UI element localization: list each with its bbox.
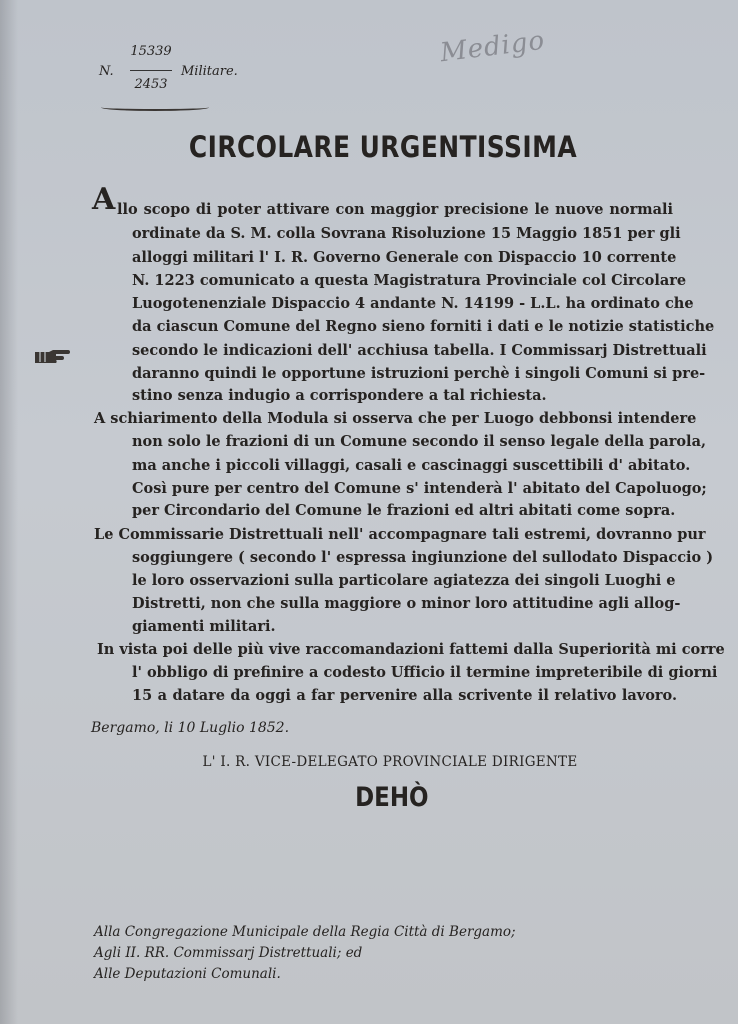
protocol-underline bbox=[101, 104, 209, 111]
body-line: per Circondario del Comune le frazioni ed altri abitati come sopra. bbox=[132, 502, 676, 519]
page-edge-shadow bbox=[0, 0, 18, 1024]
protocol-number-top: 15339 bbox=[130, 44, 172, 59]
body-line: In vista poi delle più vive raccomandazioni fattemi dalla Superiorità mi corre bbox=[97, 641, 725, 658]
body-line: secondo le indicazioni dell' acchiusa tabella. I Commissarj Distrettuali bbox=[132, 342, 707, 359]
body-line: da ciascun Comune del Regno sieno forniti i dati e le notizie statistiche bbox=[132, 318, 715, 335]
body-line: le loro osservazioni sulla particolare agiatezza dei singoli Luoghi e bbox=[132, 572, 676, 589]
body-line: soggiungere ( secondo l' espressa ingiunzione del sullodato Dispaccio ) bbox=[132, 549, 714, 566]
body-line: l' obbligo di prefinire a codesto Ufficio il termine impreteribile di giorni bbox=[132, 664, 718, 681]
body-line: daranno quindi le opportune istruzioni perchè i singoli Comuni si pre- bbox=[132, 365, 706, 382]
signatory-name-text: DEHÒ bbox=[355, 782, 429, 813]
body-line: ma anche i piccoli villaggi, casali e cascinaggi suscettibili d' abitato. bbox=[132, 457, 691, 474]
body-line: A schiarimento della Modula si osserva che per Luogo debbonsi intendere bbox=[94, 410, 697, 427]
body-line: Distretti, non che sulla maggiore o minor loro attitudine agli allog- bbox=[132, 595, 681, 612]
protocol-prefix: N. bbox=[99, 64, 114, 79]
addressee-line: Agli II. RR. Commissarj Distrettuali; ed bbox=[94, 945, 363, 961]
body-line: N. 1223 comunicato a questa Magistratura Provinciale col Circolare bbox=[132, 272, 687, 289]
department-label: Militare. bbox=[181, 64, 238, 79]
body-line: giamenti militari. bbox=[132, 618, 276, 635]
document-title bbox=[54, 130, 689, 164]
body-line: Luogotenenziale Dispaccio 4 andante N. 14199 - L.L. ha ordinato che bbox=[132, 295, 694, 312]
body-line: ordinate da S. M. colla Sovrana Risoluzione 15 Maggio 1851 per gli bbox=[132, 225, 681, 242]
body-line: llo scopo di poter attivare con maggior precisione le nuove normali bbox=[117, 201, 673, 218]
drop-cap: A bbox=[92, 182, 116, 217]
body-line: Così pure per centro del Comune s' intenderà l' abitato del Capoluogo; bbox=[132, 480, 707, 497]
addressee-line: Alla Congregazione Municipale della Regia Città di Bergamo; bbox=[94, 924, 516, 940]
protocol-number-bottom: 2453 bbox=[134, 77, 168, 92]
addressee-line: Alle Deputazioni Comunali. bbox=[94, 966, 281, 982]
dateline: Bergamo, li 10 Luglio 1852. bbox=[91, 720, 290, 736]
signatory-office-text: L' I. R. VICE-DELEGATO PROVINCIALE DIRIGENTE bbox=[202, 754, 578, 770]
handwritten-note: Medigo bbox=[438, 25, 547, 69]
body-line: alloggi militari l' I. R. Governo Generale con Dispaccio 10 corrente bbox=[132, 249, 677, 266]
document-title-text: CIRCOLARE URGENTISSIMA bbox=[188, 130, 578, 164]
pointing-hand-icon bbox=[33, 347, 73, 365]
signatory-name bbox=[59, 782, 686, 813]
protocol-fraction bbox=[120, 44, 182, 92]
fraction-bar bbox=[130, 70, 172, 71]
body-line: 15 a datare da oggi a far pervenire alla scrivente il relativo lavoro. bbox=[132, 687, 677, 704]
body-line: non solo le frazioni di un Comune secondo il senso legale della parola, bbox=[132, 433, 707, 450]
signatory-office bbox=[0, 754, 738, 770]
body-line: Le Commissarie Distrettuali nell' accompagnare tali estremi, dovranno pur bbox=[94, 526, 706, 543]
body-line: stino senza indugio a corrispondere a tal richiesta. bbox=[132, 387, 547, 404]
